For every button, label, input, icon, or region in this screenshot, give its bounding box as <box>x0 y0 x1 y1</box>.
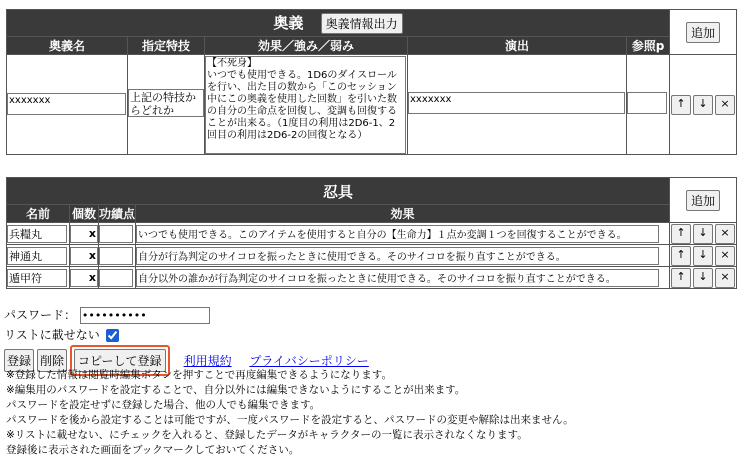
privacy-link[interactable]: プライバシーポリシー <box>249 354 369 368</box>
ougi-direction-cell <box>408 55 627 155</box>
ningu-col-name: 名前 <box>7 205 70 223</box>
ningu-move-down-button[interactable]: ↓ <box>693 268 713 288</box>
ningu-delete-button[interactable]: × <box>715 246 735 266</box>
register-button[interactable]: 登録 <box>4 349 34 372</box>
ningu-name-input[interactable] <box>7 247 67 265</box>
ougi-effect-input[interactable] <box>205 56 406 154</box>
note-line: パスワードを設定せずに登録した場合、他の人でも編集できます。 <box>6 399 321 411</box>
ougi-col-skill: 指定特技 <box>128 37 205 55</box>
ougi-col-direction: 演出 <box>408 37 627 55</box>
ougi-effect-cell <box>205 55 408 155</box>
ningu-row-controls <box>670 267 737 289</box>
ningu-effect-input[interactable] <box>136 225 659 243</box>
ningu-add-button[interactable]: 追加 <box>686 190 720 211</box>
ningu-col-effect: 効果 <box>136 205 670 223</box>
ougi-title-cell <box>7 10 670 37</box>
ougi-move-up-button[interactable]: ↑ <box>671 95 691 115</box>
note-line: ※リストに載せない、にチェックを入れると、登録したデータがキャラクターの一覧に表示されなくなります。 <box>6 429 528 441</box>
ougi-export-button[interactable]: 奥義情報出力 <box>321 13 403 34</box>
ningu-name-input[interactable] <box>7 269 67 287</box>
ougi-col-name: 奥義名 <box>7 37 128 55</box>
ningu-add-cell <box>670 178 737 223</box>
ningu-row <box>7 267 737 289</box>
password-input[interactable] <box>80 307 210 324</box>
ougi-page-input[interactable] <box>627 92 667 114</box>
note-line: パスワードを後から設定することは可能ですが、一度パスワードを設定すると、パスワードの変更や解除は出来ません。 <box>6 414 574 426</box>
ningu-name-input[interactable] <box>7 225 67 243</box>
ougi-table <box>6 9 737 155</box>
ougi-title: 奥義 <box>273 14 304 32</box>
ougi-row-controls <box>670 55 737 155</box>
list-hide-label: リストに載せない <box>4 328 100 342</box>
ningu-row <box>7 245 737 267</box>
ningu-title: 忍具 <box>7 178 670 205</box>
ougi-name-input[interactable] <box>7 93 126 115</box>
ningu-merit-input[interactable] <box>99 225 133 243</box>
note-line: ※登録した情報は閲覧時編集ボタンを押すことで再度編集できるようになります。 <box>6 369 392 381</box>
ningu-move-down-button[interactable]: ↓ <box>693 246 713 266</box>
ningu-move-down-button[interactable]: ↓ <box>693 224 713 244</box>
ningu-delete-button[interactable]: × <box>715 224 735 244</box>
password-row <box>4 306 210 324</box>
ningu-row-controls <box>670 245 737 267</box>
ningu-row-controls <box>670 223 737 245</box>
ougi-delete-button[interactable]: × <box>715 95 735 115</box>
terms-link[interactable]: 利用規約 <box>183 354 232 368</box>
ningu-col-count: 個数 <box>70 205 99 223</box>
copy-register-button[interactable]: コピーして登録 <box>74 349 166 372</box>
ningu-row <box>7 223 737 245</box>
ningu-count-input[interactable] <box>70 225 98 243</box>
list-hide-row <box>4 326 119 343</box>
ougi-add-cell <box>670 10 737 55</box>
ningu-count-input[interactable] <box>70 269 98 287</box>
ningu-col-merit: 功績点 <box>99 205 136 223</box>
ningu-merit-input[interactable] <box>99 247 133 265</box>
note-line: 登録後に表示された画面をブックマークしておいてください。 <box>6 444 300 456</box>
ougi-name-cell <box>7 55 128 155</box>
ougi-page-cell <box>627 55 670 155</box>
ningu-effect-input[interactable] <box>136 269 659 287</box>
ougi-row <box>7 55 737 155</box>
ningu-move-up-button[interactable]: ↑ <box>671 224 691 244</box>
ougi-skill-input[interactable] <box>128 89 204 117</box>
delete-button[interactable]: 削除 <box>37 349 67 372</box>
ougi-add-button[interactable]: 追加 <box>686 22 720 43</box>
ougi-direction-input[interactable] <box>408 92 625 114</box>
ningu-count-input[interactable] <box>70 247 98 265</box>
ougi-col-effect: 効果／強み／弱み <box>205 37 408 55</box>
ougi-skill-cell <box>128 55 205 155</box>
ningu-effect-input[interactable] <box>136 247 659 265</box>
password-label: パスワード： <box>4 308 77 322</box>
ningu-delete-button[interactable]: × <box>715 268 735 288</box>
ningu-move-up-button[interactable]: ↑ <box>671 246 691 266</box>
ougi-move-down-button[interactable]: ↓ <box>693 95 713 115</box>
ougi-col-page: 参照p <box>627 37 670 55</box>
list-hide-checkbox[interactable] <box>106 329 119 342</box>
note-line: ※編集用のパスワードを設定することで、自分以外には編集できないようにすることが出来ます。 <box>6 384 466 396</box>
ningu-table <box>6 177 737 289</box>
ningu-merit-input[interactable] <box>99 269 133 287</box>
ningu-move-up-button[interactable]: ↑ <box>671 268 691 288</box>
